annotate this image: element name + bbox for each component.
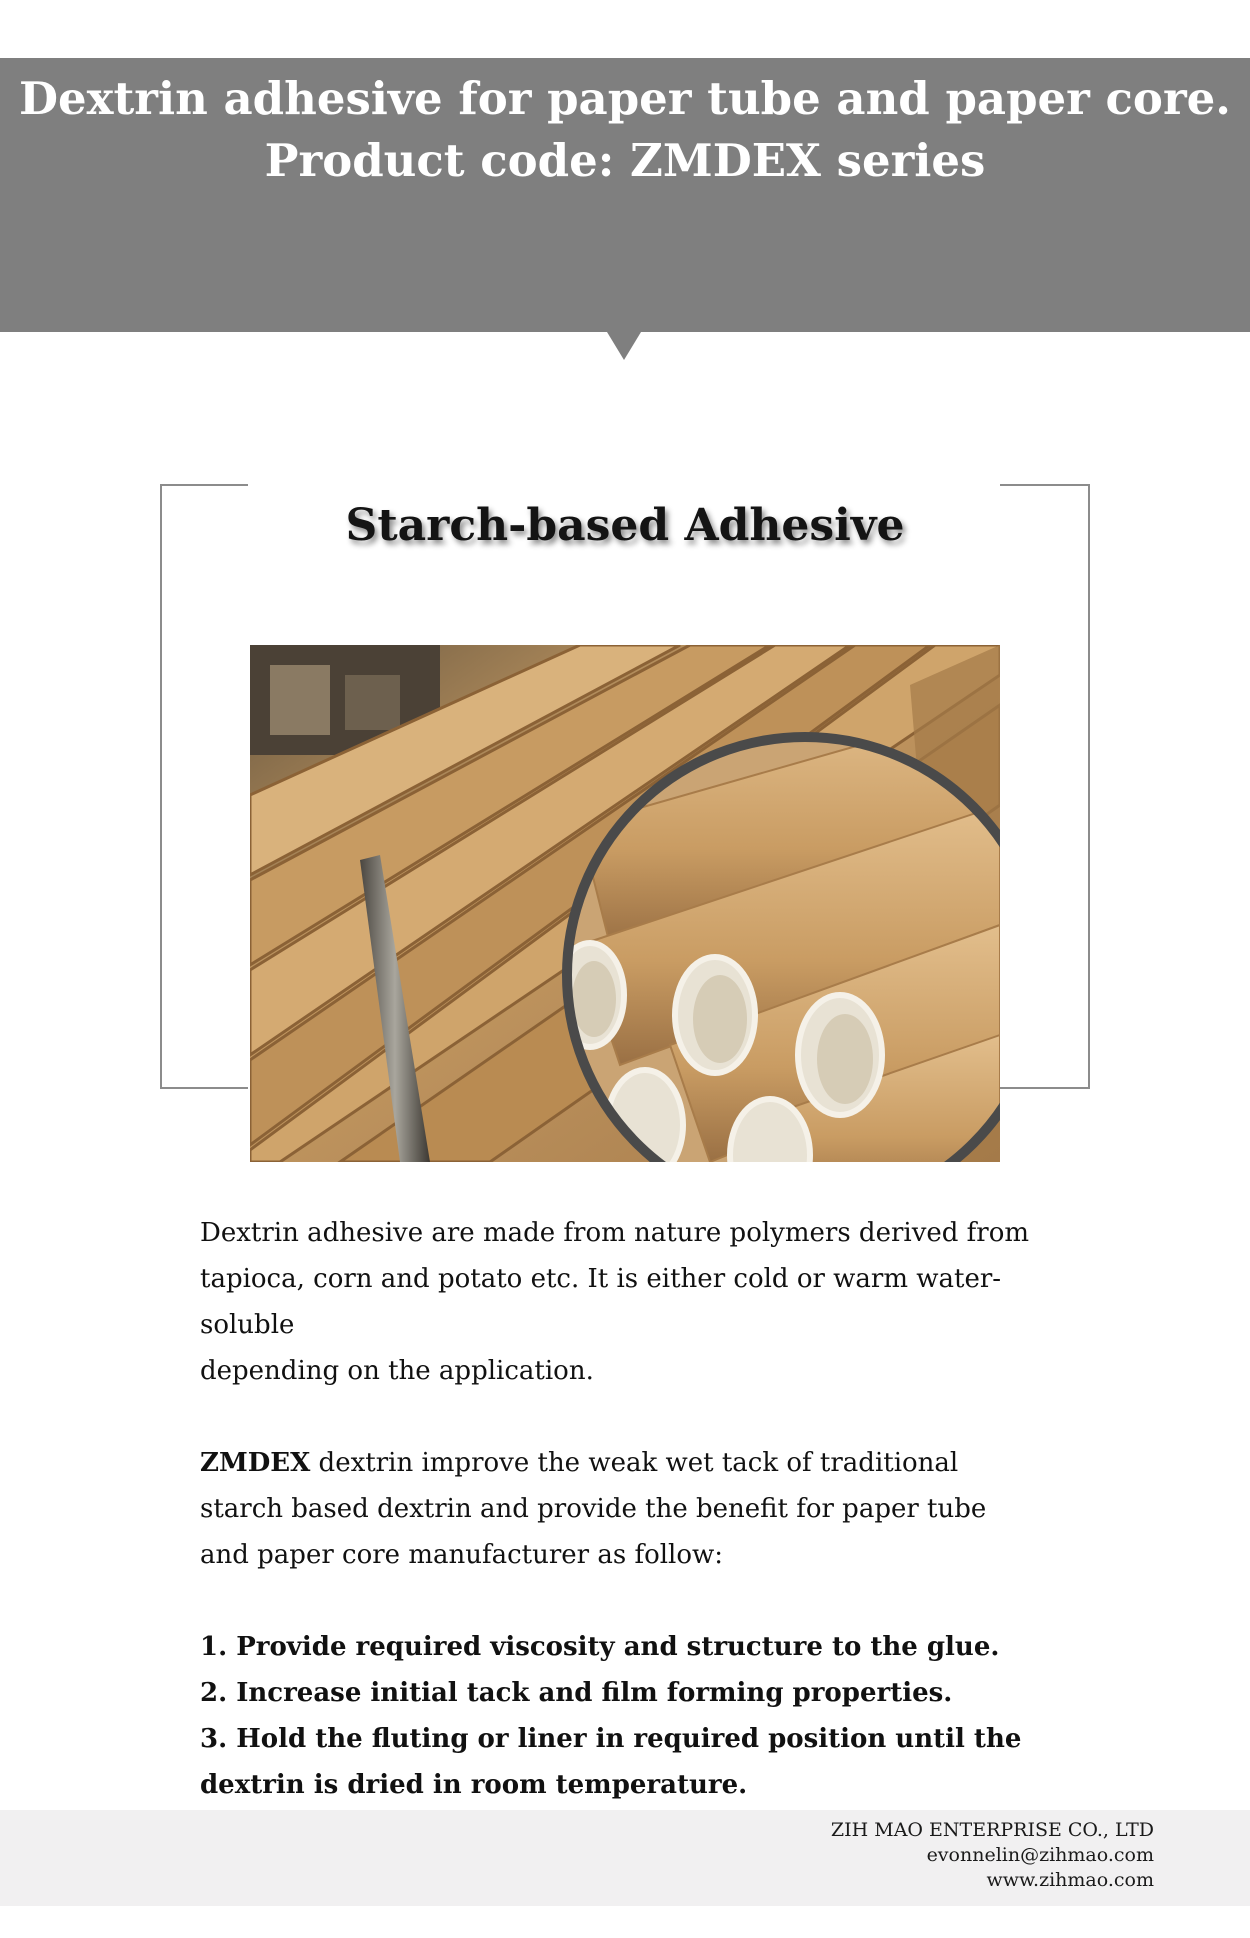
- frame-left-bracket: [160, 484, 248, 1089]
- frame-right-bracket: [1000, 484, 1090, 1089]
- list-item-3-line-2: dextrin is dried in room temperature.: [200, 1770, 748, 1800]
- benefit-list: [200, 1624, 1080, 1808]
- description-text: [200, 1210, 1080, 1808]
- paper-tubes-photo: [250, 645, 1000, 1162]
- benefit-line-3: and paper core manufacturer as follow:: [200, 1540, 724, 1570]
- section-heading: Starch-based Adhesive: [345, 500, 905, 551]
- intro-paragraph: [200, 1210, 1080, 1394]
- company-name: ZIH MAO ENTERPRISE CO., LTD: [830, 1819, 1154, 1841]
- brand-name: ZMDEX: [200, 1448, 311, 1478]
- intro-line-1: Dextrin adhesive are made from nature polymers derived from: [200, 1218, 1030, 1248]
- title-line-2: Product code: ZMDEX series: [264, 134, 986, 187]
- intro-line-3: depending on the application.: [200, 1356, 594, 1386]
- benefit-line-2: starch based dextrin and provide the benefit for paper tube: [200, 1494, 987, 1524]
- footer: [0, 1810, 1250, 1906]
- list-item-2: 2. Increase initial tack and film forming properties.: [200, 1678, 953, 1708]
- page-title: [0, 68, 1250, 192]
- benefit-paragraph: [200, 1440, 1080, 1578]
- benefit-line-1: dextrin improve the weak wet tack of traditional: [310, 1448, 959, 1478]
- website-link[interactable]: www.zihmao.com: [986, 1869, 1154, 1891]
- list-item-3-line-1: 3. Hold the fluting or liner in required position until the: [200, 1724, 1022, 1754]
- intro-line-2: tapioca, corn and potato etc. It is either cold or warm water-soluble: [200, 1264, 1002, 1340]
- email-link[interactable]: evonnelin@zihmao.com: [926, 1844, 1154, 1866]
- banner-pointer: [607, 332, 641, 360]
- title-line-1: Dextrin adhesive for paper tube and paper core.: [19, 72, 1231, 125]
- footer-contact: [831, 1818, 1154, 1893]
- list-item-1: 1. Provide required viscosity and structure to the glue.: [200, 1632, 1000, 1662]
